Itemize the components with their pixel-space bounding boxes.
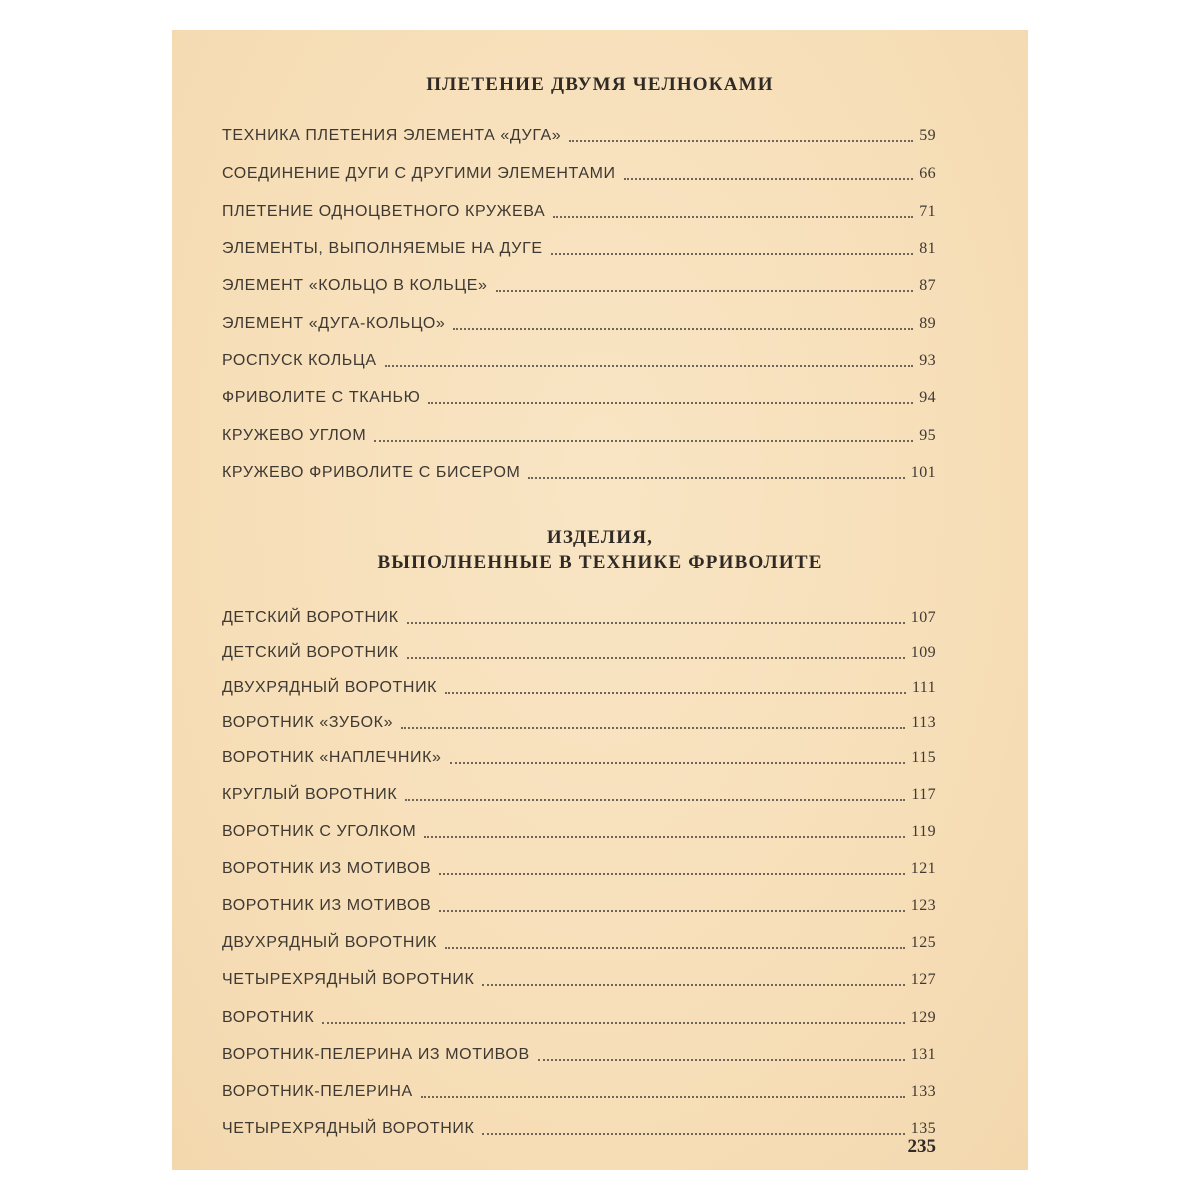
toc-entry bbox=[222, 200, 936, 224]
toc-entry bbox=[222, 894, 936, 918]
toc-entry bbox=[222, 820, 936, 844]
toc-entry-page: 123 bbox=[910, 897, 936, 914]
toc-entry-page: 101 bbox=[910, 464, 936, 481]
dot-leader bbox=[624, 178, 914, 180]
toc-entry-label: ФРИВОЛИТЕ С ТКАНЬЮ bbox=[222, 389, 421, 406]
toc-entry bbox=[222, 274, 936, 298]
page-number: 235 bbox=[907, 1136, 936, 1157]
toc-entry bbox=[222, 968, 936, 992]
toc-entry bbox=[222, 676, 936, 700]
dot-leader bbox=[453, 328, 913, 330]
toc-entry-label: ЧЕТЫРЕХРЯДНЫЙ ВОРОТНИК bbox=[222, 1120, 475, 1137]
toc-entry bbox=[222, 424, 936, 448]
toc-entry-label: КРУЖЕВО ФРИВОЛИТЕ С БИСЕРОМ bbox=[222, 464, 521, 481]
toc-entry-page: 109 bbox=[910, 644, 936, 661]
toc-entry bbox=[222, 857, 936, 881]
toc-entry-label: ВОРОТНИК С УГОЛКОМ bbox=[222, 823, 417, 840]
toc-entry-label: ВОРОТНИК ИЗ МОТИВОВ bbox=[222, 860, 432, 877]
toc-entry bbox=[222, 461, 936, 485]
book-page bbox=[172, 30, 1028, 1170]
dot-leader bbox=[439, 873, 905, 875]
dot-leader bbox=[553, 216, 913, 218]
dot-leader bbox=[528, 477, 904, 479]
toc-entry-label: РОСПУСК КОЛЬЦА bbox=[222, 352, 377, 369]
toc-entry bbox=[222, 124, 936, 148]
dot-leader bbox=[374, 440, 913, 442]
toc-entry-label: ДВУХРЯДНЫЙ ВОРОТНИК bbox=[222, 934, 438, 951]
dot-leader bbox=[445, 947, 905, 949]
dot-leader bbox=[421, 1096, 905, 1098]
toc-entry bbox=[222, 1080, 936, 1104]
dot-leader bbox=[482, 1133, 904, 1135]
toc-entry-page: 127 bbox=[910, 971, 936, 988]
toc-entry bbox=[222, 1117, 936, 1141]
toc-entry bbox=[222, 746, 936, 770]
toc-entry-page: 94 bbox=[919, 389, 936, 406]
toc-entry-page: 71 bbox=[919, 203, 936, 220]
dot-leader bbox=[496, 290, 914, 292]
toc-entry-page: 59 bbox=[919, 127, 936, 144]
toc-entry-label: ВОРОТНИК-ПЕЛЕРИНА ИЗ МОТИВОВ bbox=[222, 1046, 530, 1063]
toc-entry-page: 115 bbox=[911, 749, 936, 766]
toc-entry-label: КРУГЛЫЙ ВОРОТНИК bbox=[222, 786, 398, 803]
dot-leader bbox=[439, 910, 905, 912]
toc-entry-label: ВОРОТНИК ИЗ МОТИВОВ bbox=[222, 897, 432, 914]
toc-entry-page: 81 bbox=[919, 240, 936, 257]
dot-leader bbox=[405, 799, 905, 801]
toc-entry-page: 107 bbox=[910, 609, 936, 626]
dot-leader bbox=[445, 692, 906, 694]
toc-entry-label: ДЕТСКИЙ ВОРОТНИК bbox=[222, 609, 399, 626]
toc-entry-page: 89 bbox=[919, 315, 936, 332]
toc-entry-page: 135 bbox=[910, 1120, 936, 1137]
toc-entry-label: ВОРОТНИК bbox=[222, 1009, 315, 1026]
toc-entry-page: 87 bbox=[919, 277, 936, 294]
dot-leader bbox=[428, 402, 913, 404]
toc-entry bbox=[222, 162, 936, 186]
dot-leader bbox=[482, 984, 904, 986]
toc-entry-page: 133 bbox=[910, 1083, 936, 1100]
section-title-two-shuttles: ПЛЕТЕНИЕ ДВУМЯ ЧЕЛНОКАМИ bbox=[426, 74, 774, 95]
dot-leader bbox=[450, 762, 906, 764]
toc-entry-page: 95 bbox=[919, 427, 936, 444]
dot-leader bbox=[322, 1022, 904, 1024]
toc-entry bbox=[222, 711, 936, 735]
toc-entry bbox=[222, 349, 936, 373]
toc-entry-page: 117 bbox=[911, 786, 936, 803]
section-title-items-line2: ВЫПОЛНЕННЫЕ В ТЕХНИКЕ ФРИВОЛИТЕ bbox=[377, 552, 823, 573]
toc-entry-label: СОЕДИНЕНИЕ ДУГИ С ДРУГИМИ ЭЛЕМЕНТАМИ bbox=[222, 165, 616, 182]
toc-entry bbox=[222, 312, 936, 336]
toc-entry-label: ДЕТСКИЙ ВОРОТНИК bbox=[222, 644, 399, 661]
toc-entry-label: ДВУХРЯДНЫЙ ВОРОТНИК bbox=[222, 679, 438, 696]
toc-entry-page: 66 bbox=[919, 165, 936, 182]
toc-entry-page: 125 bbox=[910, 934, 936, 951]
toc-entry-label: ЭЛЕМЕНТ «КОЛЬЦО В КОЛЬЦЕ» bbox=[222, 277, 488, 294]
dot-leader bbox=[407, 622, 905, 624]
toc-entry-page: 131 bbox=[910, 1046, 936, 1063]
toc-entry-label: ЭЛЕМЕНТ «ДУГА-КОЛЬЦО» bbox=[222, 315, 446, 332]
toc-entry-label: КРУЖЕВО УГЛОМ bbox=[222, 427, 367, 444]
dot-leader bbox=[551, 253, 914, 255]
toc-entry bbox=[222, 931, 936, 955]
toc-entry-label: ПЛЕТЕНИЕ ОДНОЦВЕТНОГО КРУЖЕВА bbox=[222, 203, 546, 220]
toc-entry bbox=[222, 237, 936, 261]
toc-entry bbox=[222, 1043, 936, 1067]
toc-entry-page: 129 bbox=[910, 1009, 936, 1026]
dot-leader bbox=[424, 836, 905, 838]
dot-leader bbox=[407, 657, 905, 659]
toc-entry-label: ЭЛЕМЕНТЫ, ВЫПОЛНЯЕМЫЕ НА ДУГЕ bbox=[222, 240, 543, 257]
dot-leader bbox=[385, 365, 914, 367]
dot-leader bbox=[538, 1059, 905, 1061]
toc-entry-page: 121 bbox=[910, 860, 936, 877]
toc-entry-label: ТЕХНИКА ПЛЕТЕНИЯ ЭЛЕМЕНТА «ДУГА» bbox=[222, 127, 562, 144]
toc-entry-label: ЧЕТЫРЕХРЯДНЫЙ ВОРОТНИК bbox=[222, 971, 475, 988]
toc-entry-page: 93 bbox=[919, 352, 936, 369]
toc-entry bbox=[222, 783, 936, 807]
toc-entry-label: ВОРОТНИК «ЗУБОК» bbox=[222, 714, 394, 731]
dot-leader bbox=[401, 727, 905, 729]
toc-entry bbox=[222, 386, 936, 410]
toc-entry bbox=[222, 606, 936, 630]
toc-entry bbox=[222, 1006, 936, 1030]
toc-entry bbox=[222, 641, 936, 665]
dot-leader bbox=[569, 140, 913, 142]
toc-entry-page: 113 bbox=[911, 714, 936, 731]
toc-entry-label: ВОРОТНИК «НАПЛЕЧНИК» bbox=[222, 749, 442, 766]
toc-entry-label: ВОРОТНИК-ПЕЛЕРИНА bbox=[222, 1083, 413, 1100]
toc-entry-page: 111 bbox=[911, 679, 936, 696]
toc-entry-page: 119 bbox=[911, 823, 936, 840]
section-title-items-line1: ИЗДЕЛИЯ, bbox=[546, 527, 654, 548]
